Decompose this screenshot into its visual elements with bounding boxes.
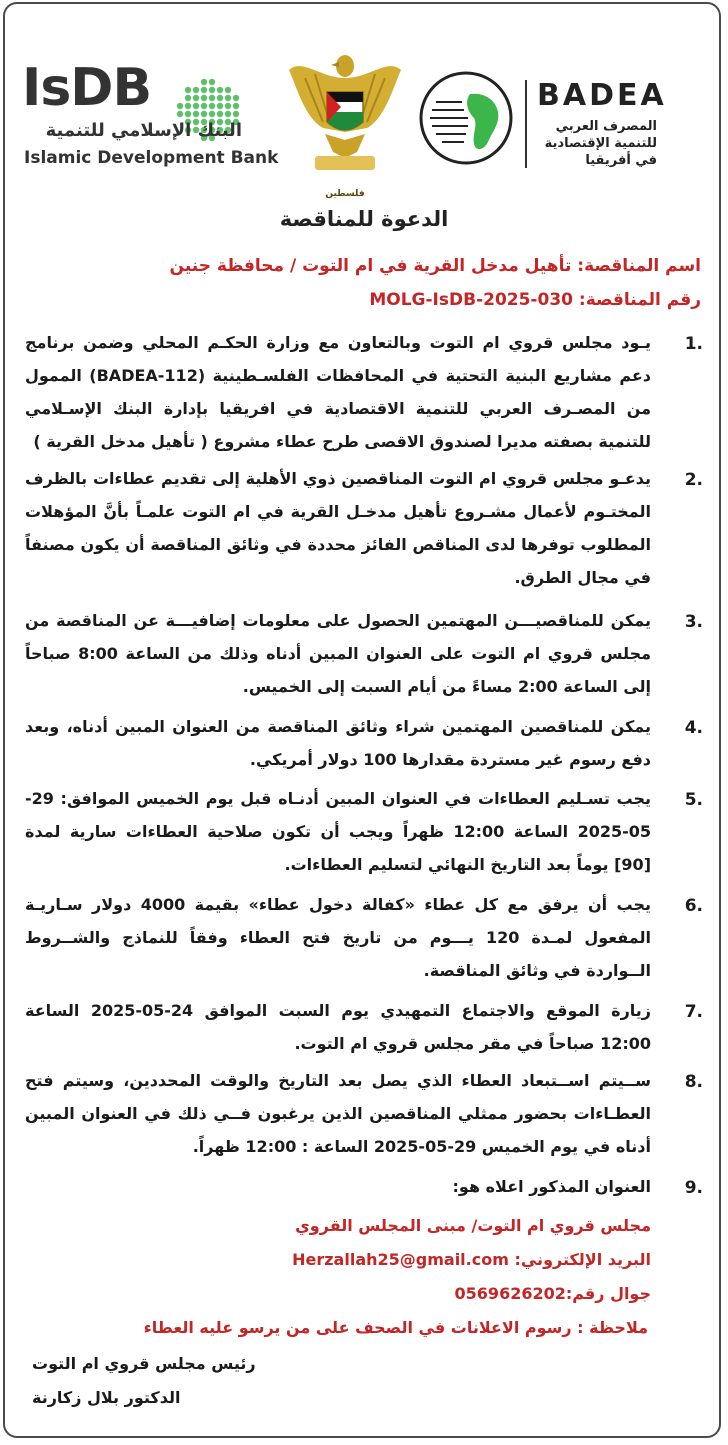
badea-arabic-line2: للتنمية الإقتصادية xyxy=(544,136,657,151)
globe-dot xyxy=(193,111,199,117)
globe-dot xyxy=(201,87,207,93)
tender-number-label: رقم المناقصة: xyxy=(578,290,701,310)
globe-dot xyxy=(185,87,191,93)
item-number: 1. xyxy=(684,334,703,354)
globe-dot xyxy=(209,103,215,109)
item-text: يمكن للمناقصيـــن المهتمين الحصول على معلومات إضافيـــة عن المناقصة من مجلس قروي ام التوت على العنوان المبين أدناه وذلك من الساعة 8:00 صباحاً إلى الساعة 2:00 مساءً من أيام السبت إلى الخميس. xyxy=(25,611,652,696)
globe-dot xyxy=(233,111,239,117)
globe-dot xyxy=(193,95,199,101)
globe-dot xyxy=(217,95,223,101)
header-logos xyxy=(0,40,728,199)
badea-logo-word xyxy=(537,78,667,113)
item-number: 4. xyxy=(684,718,703,738)
email-label: البريد الإلكتروني: xyxy=(514,1250,651,1269)
item-number: 3. xyxy=(684,612,703,632)
globe-dot xyxy=(225,87,231,93)
badea-emblem-icon xyxy=(418,70,514,166)
globe-dot xyxy=(185,95,191,101)
item-text: يدعـو مجلس قروي ام التوت المناقصين ذوي الأهلية إلى تقديم عطاءات بالظرف المختـوم لأعمال مشـروع تأهيل مدخـل القرية في ام التوت علمـاً بأنَّ المؤهلات المطلوب توفرها لدى المناقص الفائز محددة في وثائق المناقصة أن يكون مصنفاً في مجال الطرق. xyxy=(25,469,651,587)
globe-dot xyxy=(201,95,207,101)
item-number: 6. xyxy=(684,896,703,916)
globe-dot xyxy=(209,87,215,93)
isdb-logo-arabic: البنك الإسلامي للتنمية xyxy=(45,120,242,141)
globe-dot xyxy=(201,103,207,109)
item-number: 7. xyxy=(684,1002,703,1022)
address-mobile-row xyxy=(455,1284,651,1303)
email-value[interactable]: Herzallah25@gmail.com xyxy=(292,1250,509,1269)
globe-dot xyxy=(217,103,223,109)
tender-number: MOLG-IsDB-2025-030 xyxy=(369,290,573,310)
item-text: ســيتم اســتبعاد العطاء الذي يصل بعد التاريخ والوقت المحددين، وسيتم فتح العطـاءات بحضور ممثلي المناقصين الذين يرغبون فــي ذلك في العنوان المبين أدناه في يوم الخميس 29-05-2025 الساعة : 12:00 ظهراً. xyxy=(25,1071,651,1156)
palestine-emblem-icon xyxy=(285,48,405,178)
globe-dot xyxy=(185,103,191,109)
badea-arabic-line3: في أفريقيا xyxy=(585,153,657,168)
badea-word-text: BADEA xyxy=(537,78,667,113)
isdb-logo-word: IsDB xyxy=(22,58,152,118)
globe-dot xyxy=(201,111,207,117)
globe-dot xyxy=(185,111,191,117)
note: ملاحظة : رسوم الاعلانات في الصحف على من يرسو عليه العطاء xyxy=(143,1318,648,1337)
globe-dot xyxy=(209,111,215,117)
emblem-caption: فلسطين xyxy=(325,189,365,199)
address-council: مجلس قروي ام التوت/ مبنى المجلس القروي xyxy=(295,1216,651,1235)
item-text: العنوان المذكور اعلاه هو: xyxy=(452,1177,651,1196)
signature-role: رئيس مجلس قروي ام التوت xyxy=(32,1354,256,1373)
mobile-value: 0569626202 xyxy=(454,1284,566,1303)
item-text: زيارة الموقع والاجتماع التمهيدي يوم السبت الموافق 24-05-2025 الساعة 12:00 صباحاً في مقر مجلس قروي ام التوت. xyxy=(25,1001,652,1053)
item-text: يجب أن يرفق مع كل عطاء «كفالة دخول عطاء» بقيمة 4000 دولار سـاريـة المفعول لمـدة 120 يـــوم من تاريخ فتح العطاء وفقاً للنماذج والشــروط الــواردة في وثائق المناقصة. xyxy=(25,895,651,980)
badea-arabic-line1: المصرف العربي xyxy=(555,119,657,134)
isdb-logo-english: Islamic Development Bank xyxy=(24,148,279,168)
globe-dot xyxy=(233,103,239,109)
item-text: يـود مجلس قروي ام التوت وبالتعاون مع وزارة الحكـم المحلي وضمن برنامج دعم مشاريع البنية التحتية في المحافظات الفلسـطينية (BADEA-112) الممول من المصـرف العربي للتنمية الاقتصادية في افريقيا بإدارة البنك الإسـلامي للتنمية بصفته مديرا لصندوق الاقصى طرح عطاء مشروع ( تأهيل مدخل القرية ) xyxy=(25,333,652,451)
item-number: 5. xyxy=(684,790,703,810)
tender-name: اسم المناقصة: تأهيل مدخل القرية في ام التوت / محافظة جنين xyxy=(169,256,701,276)
globe-dot xyxy=(217,87,223,93)
mobile-label: جوال رقم: xyxy=(565,1284,651,1303)
globe-dot xyxy=(177,111,183,117)
globe-dot xyxy=(177,103,183,109)
globe-dot xyxy=(217,111,223,117)
signature-name: الدكتور بلال زكارنة xyxy=(32,1388,181,1407)
globe-dot xyxy=(225,103,231,109)
item-number: 9. xyxy=(684,1178,703,1198)
globe-dot xyxy=(233,95,239,101)
tender-number-row xyxy=(369,290,701,310)
globe-dot xyxy=(209,95,215,101)
globe-dot xyxy=(193,87,199,93)
address-email-row xyxy=(292,1250,651,1269)
globe-dot xyxy=(225,95,231,101)
globe-dot xyxy=(225,111,231,117)
isdb-logo xyxy=(22,58,279,168)
item-number: 8. xyxy=(684,1072,703,1092)
globe-dot xyxy=(193,103,199,109)
badea-separator xyxy=(525,80,527,168)
globe-dot xyxy=(201,79,207,85)
page-title: الدعوة للمناقصة xyxy=(279,207,449,231)
badea-logo-arabic xyxy=(537,118,657,169)
item-number: 2. xyxy=(684,470,703,490)
item-text: يجب تسـليم العطاءات في العنوان المبين أدنـاه قبل يوم الخميس الموافق: 29-05-2025 الساعة 12:00 ظهراً ويجب أن تكون صلاحية العطاءات سارية لمدة [90] يوماً بعد التاريخ النهائي لتسليم العطاءات. xyxy=(25,789,651,874)
globe-dot xyxy=(209,79,215,85)
item-text: يمكن للمناقصين المهتمين شراء وثائق المناقصة من العنوان المبين أدناه، وبعد دفع رسوم غير مستردة مقدارها 100 دولار أمريكي. xyxy=(25,717,651,769)
